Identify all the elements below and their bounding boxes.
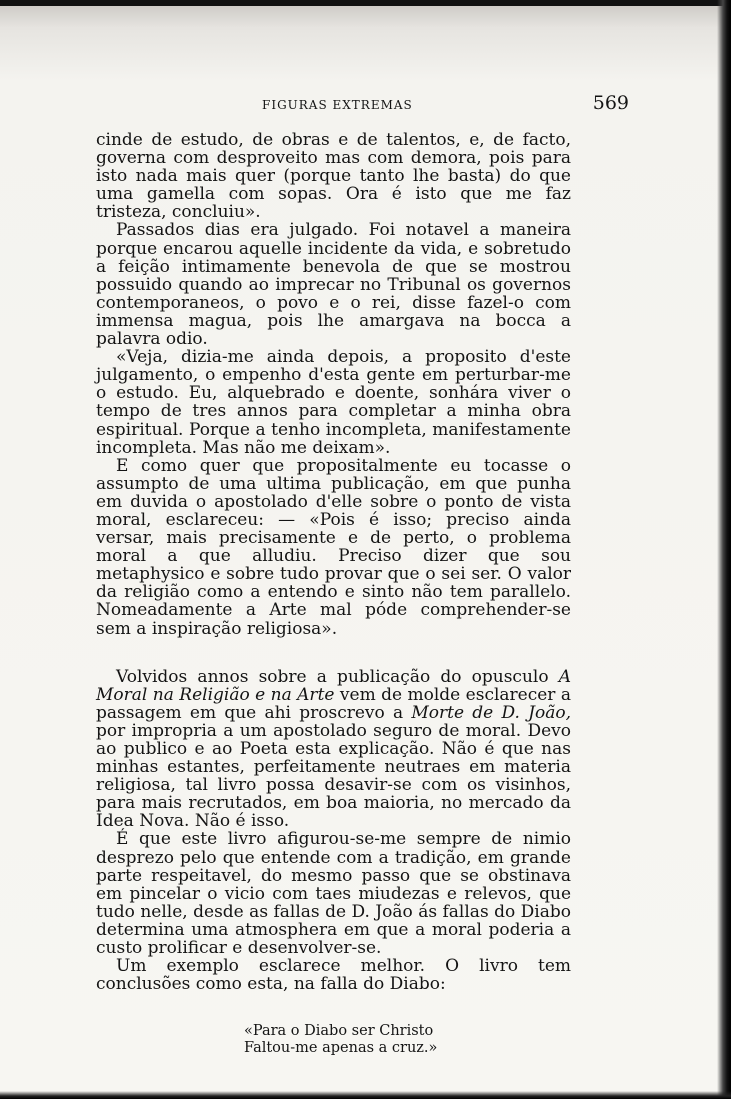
verse-line-2: Faltou-me apenas a cruz.» — [244, 1040, 438, 1057]
book-title: A Moral na Religião e na Arte — [96, 666, 571, 705]
paragraph-6: É que este livro afigurou-se-me sempre de nimio desprezo pelo que entende com a tradição, em grande parte respeitavel, do mesmo passo que se obstinava em pincelar o vicio com taes miudezas e relevos, que tudo nelle, desde as fallas de D. João ás fallas do Diabo determina uma atmosphera em que a moral poderia a custo prolificar e desenvolver-se. — [96, 829, 571, 959]
paragraph-5-text-a: Volvidos annos sobre a publicação do opusculo — [116, 666, 559, 687]
paragraph-5 — [96, 668, 571, 831]
page-header — [96, 92, 631, 118]
scan-edge-top — [0, 0, 731, 6]
page-number: 569 — [592, 92, 629, 114]
verse-quote — [244, 1023, 571, 1057]
verse-line-1: «Para o Diabo ser Christo — [244, 1023, 434, 1040]
scan-edge-right — [717, 0, 731, 1099]
paragraph-3: «Veja, dizia-me ainda depois, a proposito d'este julgamento, o empenho d'esta gente em perturbar-me o estudo. Eu, alquebrado e doente, sonhára viver o tempo de tres annos para completar a minha obra espiritual. Porque a tenho incompleta, manifestamente incompleta. Mas não me deixam». — [96, 347, 571, 458]
paragraph-7: Um exemplo esclarece melhor. O livro tem conclusões como esta, na falla do Diabo: — [96, 956, 571, 995]
page-body — [96, 131, 571, 1057]
paragraph-2: Passados dias era julgado. Foi notavel a maneira porque encarou aquelle incidente da vida, e sobretudo a feição intimamente benevola de que se mostrou possuido quando ao imprecar no Tribunal os governos contemporaneos, o povo e o rei, disse fazel-o com immensa magua, pois lhe amargava na bocca a palavra odio. — [96, 220, 571, 350]
paragraph-5-text-b: vem de molde esclarecer a passagem em que ahi proscrevo a — [96, 684, 572, 723]
section-gap — [96, 638, 571, 668]
scan-edge-bottom — [0, 1091, 731, 1099]
paragraph-4: E como quer que propositalmente eu tocasse o assumpto de uma ultima publicação, em que punha em duvida o apostolado d'elle sobre o ponto de vista moral, esclareceu: — «Pois é isso; preciso ainda versar, mais precisamente e de perto, o problema moral a que alludiu. Preciso dizer que sou metaphysico e sobre tudo provar que o sei ser. O valor da religião como a entendo e sinto não tem parallelo. Nomeadamente a Arte mal póde comprehender-se sem a inspiração religiosa». — [96, 455, 571, 639]
paragraph-5-text-c: por impropria a um apostolado seguro de moral. Devo ao publico e ao Poeta esta explicação. Não é que nas minhas estantes, perfeitamente neutraes em materia religiosa, tal livro possa desavir-se com os visinhos, para mais recrutados, em boa maioria, no mercado da Idea Nova. Não é isso. — [96, 720, 571, 832]
running-title: FIGURAS EXTREMAS — [262, 98, 413, 112]
work-title: Morte de D. João, — [411, 702, 571, 723]
paragraph-1: cinde de estudo, de obras e de talentos, e, de facto, governa com desproveito mas com demora, pois para isto nada mais quer (porque tanto lhe basta) do que uma gamella com sopas. Ora é isto que me faz tristeza, concluiu». — [96, 130, 571, 223]
